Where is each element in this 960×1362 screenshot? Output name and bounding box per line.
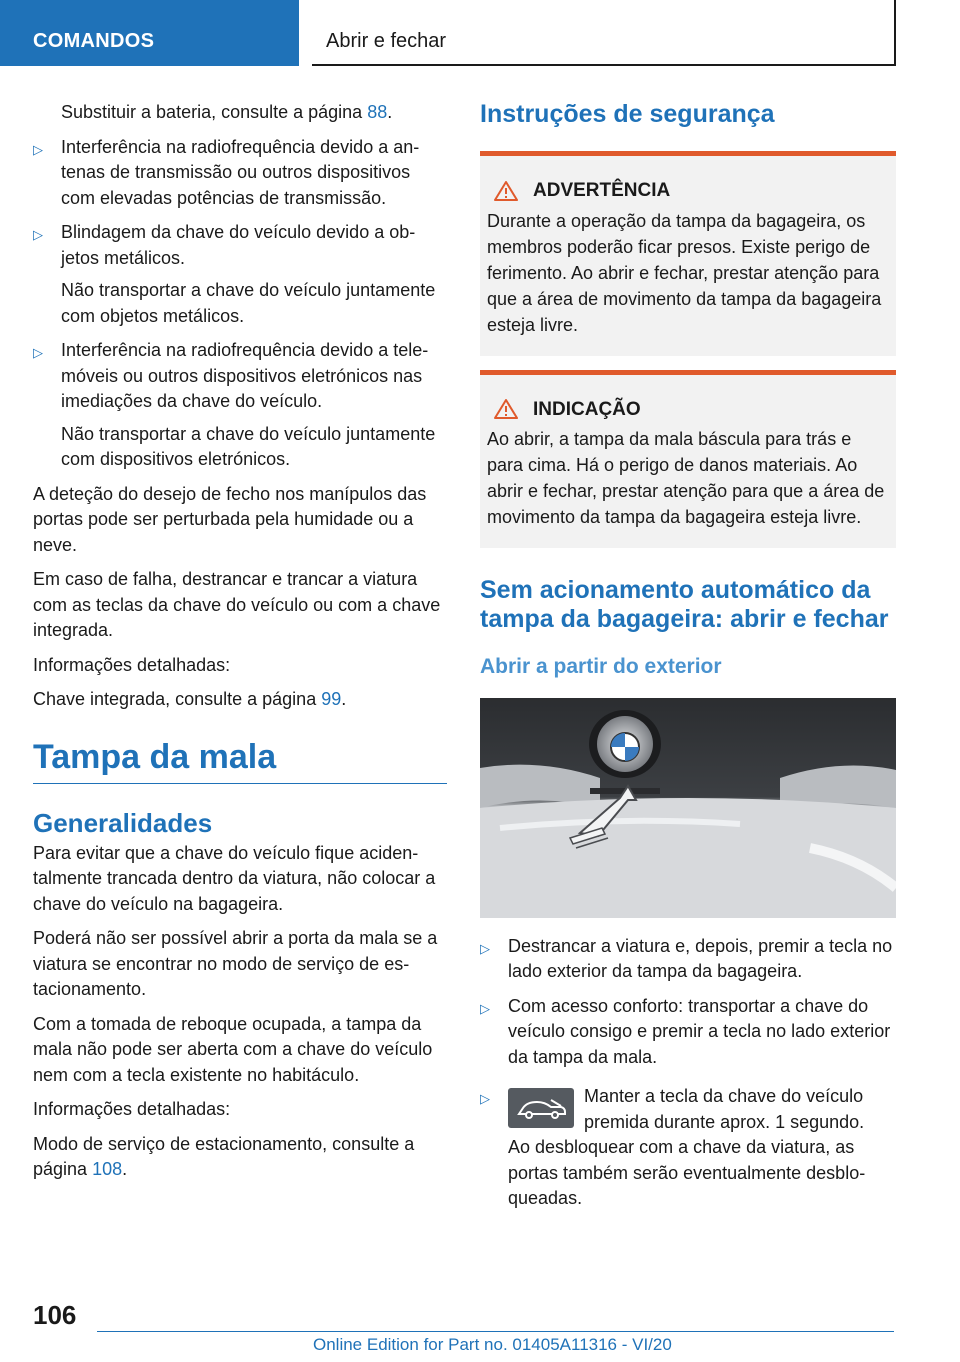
edition-note: Online Edition for Part no. 01405A11316 - VI/20 xyxy=(313,1335,672,1354)
right-column xyxy=(480,100,896,1221)
triangle-bullet-icon: ▷ xyxy=(480,1091,490,1106)
notice-text: Ao abrir, a tampa da mala báscula para trás e para cima. Há o perigo de danos materiais. Ao abrir e fechar, prestar atenção para que a área de movimento da tampa da bagageira esteja livre. xyxy=(487,429,885,527)
paragraph: Poderá não ser possível abrir a porta da mala se a viatura se encontrar no modo de serviço de estacionamento. xyxy=(33,928,438,999)
triangle-bullet-icon: ▷ xyxy=(480,1000,490,1016)
list-item: ▷ Com acesso conforto: transportar a chave do veículo consigo e premir a tecla no lado exterior da tampa da mala. xyxy=(480,995,891,1067)
topic-header xyxy=(312,0,896,66)
section-heading: Instruções de segurança xyxy=(480,100,775,128)
paragraph: Chave integrada, consulte a página 99. xyxy=(33,689,347,709)
section-heading: Sem acionamento automático da tampa da bagageira: abrir e fechar xyxy=(480,576,889,633)
warning-triangle-icon xyxy=(493,398,519,420)
triangle-bullet-icon: ▷ xyxy=(33,345,43,360)
left-column xyxy=(33,100,447,1192)
list-item: ▷ Destrancar a viatura e, depois, premir a tecla no lado exterior da tampa da bagageira. xyxy=(480,935,893,981)
footer-divider xyxy=(97,1331,894,1332)
car-trunk-key-icon xyxy=(508,1088,574,1128)
topic-title: Abrir e fechar xyxy=(326,30,447,52)
list-item: ▷ Interferência na radiofrequência devido a telemóveis ou outros dispositivos eletrónicos nas imediações da chave do veículo. Não transportar a chave do veículo juntamente com dispositivos eletrónicos. xyxy=(33,340,436,469)
warning-text: Durante a operação da tampa da bagageira, os membros poderão ficar presos. Existe perigo de ferimento. Ao abrir e fechar, prestar atenção para que a área de movimento da tampa da bagageira esteja livre. xyxy=(487,210,882,335)
triangle-bullet-icon: ▷ xyxy=(480,940,490,956)
page-number: 106 xyxy=(33,1300,77,1330)
subsection-heading: Abrir a partir do exterior xyxy=(480,655,722,678)
list-item: ▷ Interferência na radiofrequência devido a antenas de transmissão ou outros dispositivos com elevadas potências de transmissão. xyxy=(33,136,420,208)
paragraph: Informações detalhadas: xyxy=(33,654,231,675)
trunk-button-photo xyxy=(480,698,896,918)
notice-box xyxy=(480,370,896,549)
paragraph: A deteção do desejo de fecho nos manípulos das portas pode ser perturbada pela humidade ou a neve. xyxy=(33,483,427,555)
paragraph: Informações detalhadas: xyxy=(33,1099,231,1119)
interference-list xyxy=(33,135,447,473)
chapter-heading: Tampa da mala xyxy=(33,737,447,784)
paragraph: Modo de serviço de estacionamento, consulte a página 108. xyxy=(33,1133,415,1179)
page-link-108[interactable]: 108 xyxy=(92,1159,123,1179)
list-item: ▷ Blindagem da chave do veículo devido a objetos metálicos. Não transportar a chave do veículo juntamente com objetos metálicos. xyxy=(33,222,436,326)
section-tab xyxy=(0,0,299,66)
warning-title: ADVERTÊNCIA xyxy=(533,180,671,201)
section-title: COMANDOS xyxy=(33,30,155,52)
paragraph: Em caso de falha, destrancar e trancar a viatura com as teclas da chave do veículo ou com a chave integrada. xyxy=(33,569,441,640)
section-heading: Generalidades xyxy=(33,807,213,838)
page-link-99[interactable]: 99 xyxy=(321,689,342,709)
warning-triangle-icon xyxy=(493,180,519,202)
paragraph: Com a tomada de reboque ocupada, a tampa da mala não pode ser aberta com a chave do veículo nem com a tecla existente no habitáculo. xyxy=(33,1013,433,1085)
triangle-bullet-icon: ▷ xyxy=(33,227,43,242)
paragraph: Para evitar que a chave do veículo fique acidentalmente trancada dentro da viatura, não colocar a chave do veículo na bagageira. xyxy=(33,842,436,914)
list-item: ▷ Manter a tecla da chave do veículo premida durante aprox. 1 segundo. Ao desbloquear com a chave da viatura, as portas também serão eventualmente desbloqueadas. xyxy=(480,1086,866,1208)
open-steps-list xyxy=(480,934,896,1212)
page-link-88[interactable]: 88 xyxy=(367,102,388,122)
triangle-bullet-icon: ▷ xyxy=(33,141,43,157)
warning-box xyxy=(480,151,896,356)
intro-line: Substituir a bateria, consulte a página 88. xyxy=(61,102,393,122)
notice-title: INDICAÇÃO xyxy=(533,398,641,420)
